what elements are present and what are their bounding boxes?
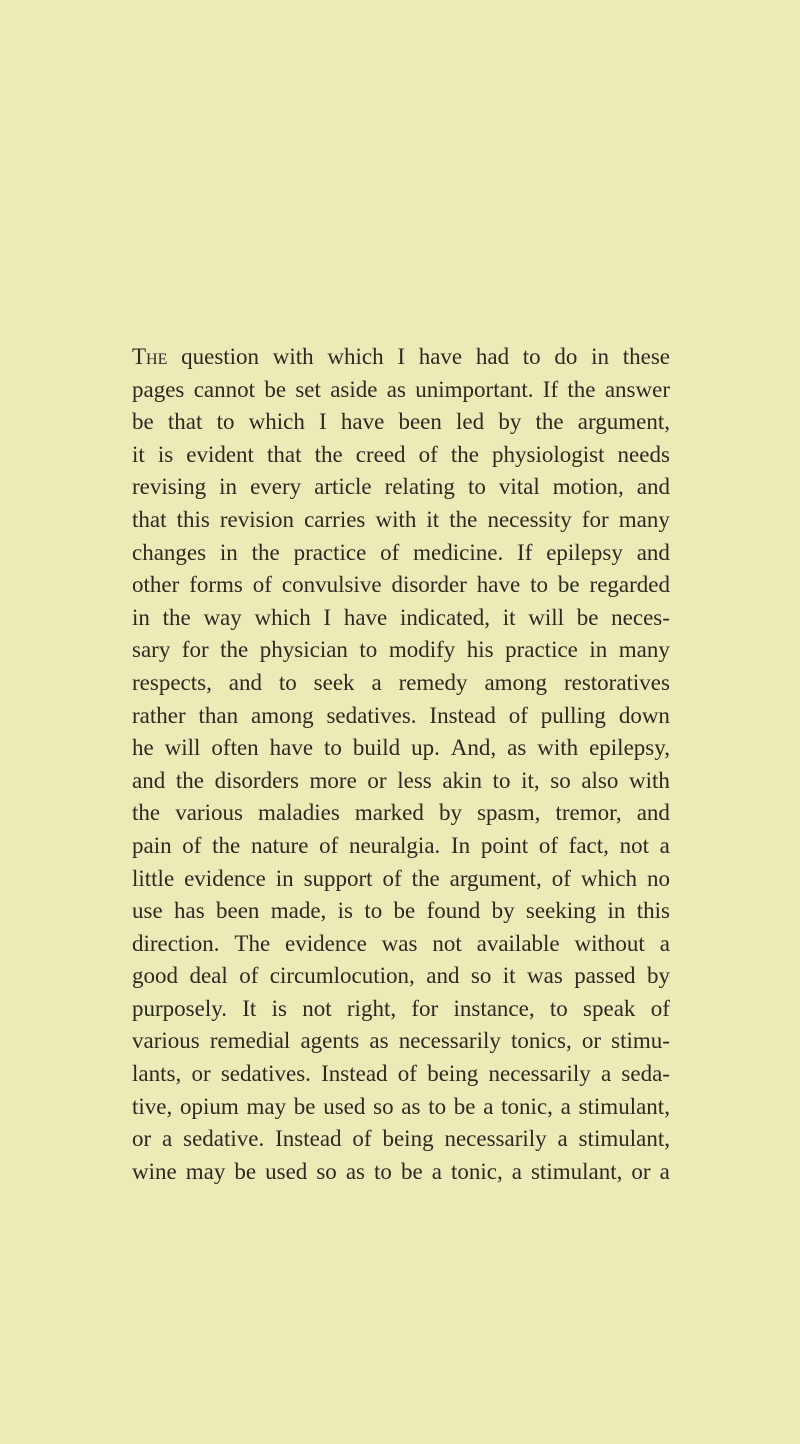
word: wine (132, 1158, 177, 1184)
word: in (607, 898, 626, 924)
word: various (175, 800, 243, 826)
word: the (175, 767, 204, 793)
word: a (557, 1126, 568, 1152)
word: pages (132, 376, 185, 402)
word: a (659, 1158, 670, 1184)
word: argument, (449, 865, 542, 891)
word: has (174, 898, 205, 924)
word: sary (132, 637, 171, 663)
word: evidence (184, 865, 266, 891)
word: as (369, 1028, 389, 1054)
word: without (574, 930, 645, 956)
text-line (132, 471, 670, 504)
word: question (181, 344, 260, 369)
word: revision (219, 506, 294, 532)
word: tremor, (555, 800, 622, 826)
word: forms (189, 572, 243, 598)
word: of (418, 441, 438, 467)
word: made, (270, 898, 327, 924)
word: lants, (132, 1061, 182, 1087)
word: in (219, 474, 238, 500)
word: revising (132, 474, 207, 500)
word: other (132, 572, 180, 598)
word: no (646, 865, 670, 891)
word: this (176, 506, 210, 532)
word: in (589, 637, 608, 663)
word: been (398, 409, 442, 435)
word: restoratives (563, 669, 670, 695)
word: for (181, 637, 209, 663)
word: If (517, 539, 533, 565)
word: his (466, 637, 494, 663)
word: the (535, 409, 564, 435)
word: a (511, 1158, 522, 1184)
word: In (450, 832, 471, 858)
word: be (293, 1093, 316, 1119)
word: to (530, 572, 548, 598)
word: Instead (321, 1061, 388, 1087)
word: pulling (540, 702, 606, 728)
word: with (629, 767, 670, 793)
word: tonic, (450, 1158, 503, 1184)
word: necessarily (444, 1126, 547, 1152)
word: used (323, 1093, 366, 1119)
word: regarded (589, 572, 670, 598)
word: of (352, 1126, 372, 1152)
word: so (373, 1093, 394, 1119)
word: in (132, 604, 150, 630)
word: which (580, 865, 638, 891)
word: the (567, 376, 596, 402)
word: the (132, 800, 161, 826)
word: I (319, 409, 327, 435)
word: every (250, 474, 302, 500)
word: stimulant, (530, 1158, 623, 1184)
word: necessarily (398, 1028, 501, 1054)
word: Instead (429, 702, 496, 728)
word: that (132, 506, 167, 532)
word: with (537, 735, 579, 761)
word: neces- (611, 604, 670, 630)
word: Instead (275, 1126, 342, 1152)
word: been (216, 898, 260, 924)
word: necessity (487, 506, 572, 532)
word: and (636, 800, 670, 826)
word: epilepsy (546, 539, 623, 565)
word: convulsive (281, 572, 382, 598)
word: practice (505, 637, 578, 663)
text-line (132, 1025, 670, 1058)
word: speak (583, 995, 636, 1021)
word: the (450, 441, 479, 467)
word: in (219, 539, 238, 565)
word: down (618, 702, 670, 728)
word: of (182, 832, 202, 858)
word: disorder (391, 572, 467, 598)
word: stimu- (611, 1028, 670, 1054)
word: have (269, 735, 314, 761)
word: remedy (398, 669, 468, 695)
word: many (618, 637, 670, 663)
word: article (314, 474, 372, 500)
word: stimulant, (578, 1126, 670, 1152)
word: maladies (258, 800, 340, 826)
word: and (228, 669, 262, 695)
text-line (132, 993, 670, 1026)
word: creed (355, 441, 406, 467)
text-line (132, 504, 670, 537)
word: marked (354, 800, 424, 826)
word: nature (250, 832, 309, 858)
word: may (246, 1093, 287, 1119)
text-line (132, 341, 670, 374)
word: neuralgia. (348, 832, 441, 858)
word: have (418, 344, 463, 369)
word: tonic, (501, 1093, 553, 1119)
word: akin (442, 767, 482, 793)
word: among (484, 669, 548, 695)
word: a (371, 669, 382, 695)
word: agents (300, 1028, 360, 1054)
text-line (132, 634, 670, 667)
word: is (337, 898, 353, 924)
word: disorders (214, 767, 299, 793)
text-line (132, 439, 670, 472)
word: or (581, 1028, 602, 1054)
word: passed (574, 963, 636, 989)
word: to (492, 767, 511, 793)
word: to (374, 1158, 392, 1184)
word: of (382, 865, 402, 891)
word: I (397, 344, 405, 369)
text-line (132, 797, 670, 830)
word: be (393, 898, 416, 924)
word: The (234, 930, 271, 956)
text-line (132, 700, 670, 733)
word: If (542, 376, 559, 402)
word: do (554, 344, 578, 369)
word: these (622, 344, 670, 369)
word: may (185, 1158, 226, 1184)
word: and (636, 539, 670, 565)
word: as (386, 376, 406, 402)
text-line (132, 765, 670, 798)
word: which (248, 409, 305, 435)
word: a (600, 1061, 612, 1087)
word: epilepsy, (589, 735, 670, 761)
word: as (401, 1093, 421, 1119)
text-line (132, 602, 670, 635)
word: the (449, 506, 478, 532)
word: carries (304, 506, 366, 532)
word: so (316, 1158, 337, 1184)
word: right, (346, 995, 397, 1021)
word: be (576, 604, 599, 630)
word: have (340, 409, 385, 435)
body-text (132, 341, 670, 1188)
word: than (198, 702, 239, 728)
word: of (239, 963, 259, 989)
word: to (467, 474, 486, 500)
word: by (498, 409, 522, 435)
word: build (352, 735, 401, 761)
word: had (475, 344, 510, 369)
word: physiologist (492, 441, 605, 467)
word: was (527, 963, 563, 989)
word: the (314, 441, 343, 467)
word: so (470, 963, 492, 989)
word: be (453, 1093, 476, 1119)
word: way (203, 604, 242, 630)
word: point (480, 832, 529, 858)
word: indicated, (399, 604, 490, 630)
word: little (132, 865, 175, 891)
word: not (302, 995, 332, 1021)
word: to (364, 898, 383, 924)
word: of (551, 865, 571, 891)
word: stimulant, (578, 1093, 670, 1119)
word: And, (450, 735, 497, 761)
word: opium (179, 1093, 239, 1119)
word: needs (617, 441, 670, 467)
word: more (309, 767, 357, 793)
word: the (251, 539, 280, 565)
word: the (411, 865, 440, 891)
word: remedial (209, 1028, 291, 1054)
word: it (426, 506, 440, 532)
word: of (397, 1061, 417, 1087)
text-line (132, 537, 670, 570)
word: use (132, 898, 163, 924)
word: be (132, 409, 154, 435)
word: so (550, 767, 571, 793)
word: and (426, 963, 460, 989)
word: by (646, 963, 670, 989)
word: cannot (193, 376, 255, 402)
word: have (343, 604, 388, 630)
word: evident (186, 441, 254, 467)
word: to (324, 735, 342, 761)
word: in (275, 865, 294, 891)
word: pain (132, 832, 172, 858)
word: be (400, 1158, 423, 1184)
word: or (367, 767, 387, 793)
word: to (359, 637, 378, 663)
word: relating (384, 474, 455, 500)
word: that (167, 409, 203, 435)
word: up. (411, 735, 440, 761)
word: to (278, 669, 297, 695)
word: motion, (552, 474, 624, 500)
word: answer (604, 376, 670, 402)
word: It (242, 995, 257, 1021)
word: less (397, 767, 432, 793)
word: or (132, 1126, 152, 1152)
word: a (431, 1158, 442, 1184)
word: not (619, 832, 649, 858)
word: vital (498, 474, 540, 500)
word: be (264, 376, 287, 402)
word: or (631, 1158, 651, 1184)
text-line (132, 1091, 670, 1124)
word: physician (259, 637, 348, 663)
text-line (132, 895, 670, 928)
word: direction. (132, 930, 220, 956)
word: often (211, 735, 259, 761)
word: unimportant. (415, 376, 534, 402)
word: found (426, 898, 481, 924)
text-line (132, 569, 670, 602)
word: various (132, 1028, 200, 1054)
text-line (132, 406, 670, 439)
word: set (295, 376, 321, 402)
word: be (234, 1158, 257, 1184)
word: is (157, 441, 174, 467)
word: as (345, 1158, 365, 1184)
word: also (581, 767, 619, 793)
word: circumlocution, (269, 963, 415, 989)
word: good (132, 963, 178, 989)
word: of (319, 832, 339, 858)
word: is (271, 995, 287, 1021)
word: by (438, 800, 462, 826)
word: this (636, 898, 670, 924)
word: The (132, 344, 168, 369)
word: deal (189, 963, 228, 989)
word: have (476, 572, 521, 598)
word: a (659, 930, 670, 956)
text-line (132, 1123, 670, 1156)
word: seeking (525, 898, 597, 924)
word: evidence (285, 930, 367, 956)
word: of (252, 572, 272, 598)
text-line (132, 1156, 670, 1189)
word: support (303, 865, 373, 891)
word: of (650, 995, 670, 1021)
text-line (132, 830, 670, 863)
word: it (132, 441, 145, 467)
word: necessarily (488, 1061, 591, 1087)
word: instance, (453, 995, 535, 1021)
word: medicine. (413, 539, 504, 565)
word: in (591, 344, 610, 369)
word: spasm, (477, 800, 541, 826)
word: rather (132, 702, 186, 728)
word: by (491, 898, 515, 924)
word: argument, (577, 409, 670, 435)
word: which (254, 604, 311, 630)
word: available (476, 930, 560, 956)
text-line (132, 1058, 670, 1091)
word: practice (293, 539, 367, 565)
word: or (191, 1061, 211, 1087)
text-line (132, 732, 670, 765)
word: respects, (132, 669, 212, 695)
text-line (132, 960, 670, 993)
word: and (132, 767, 166, 793)
word: it (502, 963, 516, 989)
word: be (557, 572, 580, 598)
word: of (538, 832, 558, 858)
word: it, (521, 767, 540, 793)
word: a (560, 1093, 571, 1119)
word: he (132, 735, 154, 761)
word: the (212, 832, 241, 858)
word: will (164, 735, 201, 761)
word: modify (388, 637, 456, 663)
word: a (162, 1126, 173, 1152)
word: with (375, 506, 417, 532)
word: among (251, 702, 314, 728)
word: to (428, 1093, 447, 1119)
word: which (327, 344, 384, 369)
word: seek (313, 669, 355, 695)
word: being (427, 1061, 479, 1087)
word: and (636, 474, 670, 500)
word: led (456, 409, 485, 435)
word: tonics, (511, 1028, 572, 1054)
word: I (323, 604, 332, 630)
word: for (411, 995, 439, 1021)
word: it (502, 604, 516, 630)
word: for (581, 506, 609, 532)
word: sedatives. (326, 702, 417, 728)
word: being (382, 1126, 434, 1152)
word: as (507, 735, 527, 761)
word: fact, (568, 832, 609, 858)
word: to (549, 995, 568, 1021)
text-line (132, 374, 670, 407)
word: will (528, 604, 564, 630)
word: the (220, 637, 249, 663)
text-line (132, 928, 670, 961)
word: tive, (132, 1093, 173, 1119)
word: seda- (621, 1061, 670, 1087)
word: used (265, 1158, 308, 1184)
word: aside (330, 376, 378, 402)
word: purposely. (132, 995, 227, 1021)
word: a (483, 1093, 494, 1119)
word: sedative. (183, 1126, 265, 1152)
word: changes (132, 539, 207, 565)
word: a (659, 832, 670, 858)
word: to (216, 409, 235, 435)
word: sedatives. (220, 1061, 311, 1087)
word: the (162, 604, 191, 630)
word: was (381, 930, 418, 956)
word: many (618, 506, 670, 532)
text-line (132, 667, 670, 700)
word: that (267, 441, 302, 467)
text-line (132, 863, 670, 896)
word: to (522, 344, 541, 369)
word: of (508, 702, 528, 728)
word: not (432, 930, 462, 956)
word: of (380, 539, 400, 565)
word: with (272, 344, 314, 369)
